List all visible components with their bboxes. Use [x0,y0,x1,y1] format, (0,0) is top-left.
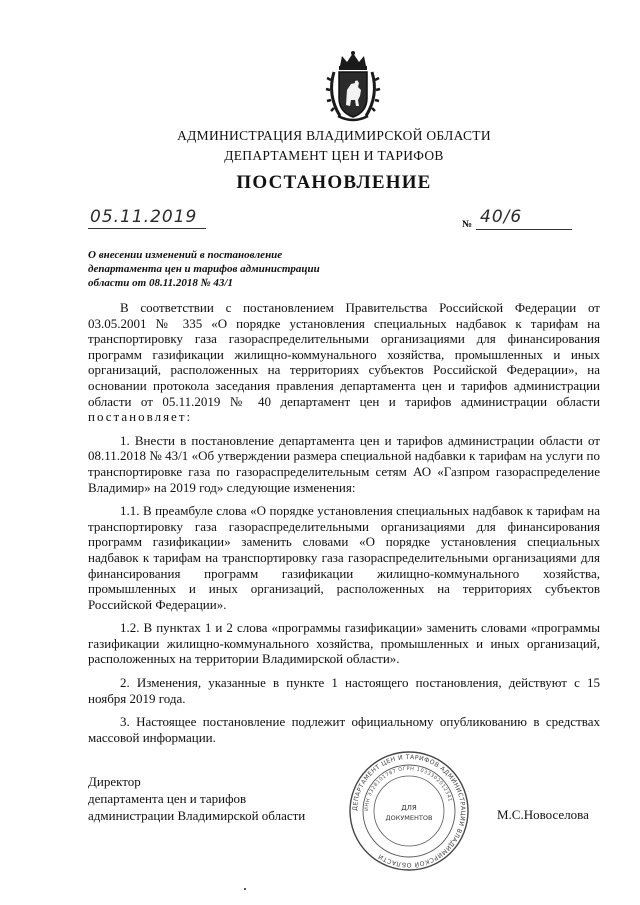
number-underline [476,229,572,230]
intro-text: В соответствии с постановлением Правительства Российской Федерации от 03.05.2001 № 335 «О порядке установления специальных надбавок к тарифам на транспортировку газа газораспределительными организациями для финансирования программ газификации жилищно-коммунального хозяйства, промышленных и иных организаций, расположенных на территориях субъектов Российской Федерации», на основании протокола заседания правления департамента цен и тарифов администрации области от 05.11.2019 № 40 департамент цен и тарифов администрации области [88,300,600,409]
number-label: № [462,219,473,230]
signatory-title [88,773,305,824]
stamp-center-line: ДОКУМЕНТОВ [385,814,433,822]
signatory-title-line: департамента цен и тарифов [88,791,247,806]
paragraph-2: 2. Изменения, указанные в пункте 1 настоящего постановления, действуют с 15 ноября 2019 года. [88,675,600,706]
official-stamp [348,750,470,872]
document-number: 40/6 [480,207,523,227]
scan-speck [244,888,246,890]
paragraph-3: 3. Настоящее постановление подлежит официальному опубликованию в средствах массовой информации. [88,714,600,745]
organization-name: АДМИНИСТРАЦИЯ ВЛАДИМИРСКОЙ ОБЛАСТИ [177,128,491,143]
subject-line: области от 08.11.2018 № 43/1 [88,277,233,289]
paragraph-1: 1. Внести в постановление департамента цен и тарифов администрации области от 08.11.2018 № 43/1 «Об утверждении размера специальной надбавки к тарифам на услуги по транспортировке газа по газораспределительным сетям АО «Газпром газораспределение Владимир» на 2019 год» следующие изменения: [88,432,600,495]
coat-of-arms-emblem [324,50,382,124]
stamp-center-line: ДЛЯ [401,804,417,812]
subject-line: департамента цен и тарифов администрации [88,263,320,275]
stamp-ring-text: ДЕПАРТАМЕНТ ЦЕН И ТАРИФОВ АДМИНИСТРАЦИИ ВЛАДИМИРСКОЙ ОБЛАСТИ [351,753,467,869]
department-name: ДЕПАРТАМЕНТ ЦЕН И ТАРИФОВ [224,148,444,163]
intro-paragraph [88,300,600,425]
document-date: 05.11.2019 [90,207,198,227]
document-body [88,300,600,753]
resolution-word: постановляет: [88,409,193,425]
subject-line: О внесении изменений в постановление [88,249,283,261]
document-subject [88,248,388,290]
stamp-inn-text: ИНН 3328101787 ОГРН 1033302012341 [363,765,453,812]
paragraph-1-2: 1.2. В пунктах 1 и 2 слова «программы газификации» заменить словами «программы газификации жилищно-коммунального хозяйства, промышленных и иных организаций, расположенных на территории Владимирской области». [88,620,600,667]
signatory-title-line: администрации Владимирской области [88,808,306,823]
signatory-name: М.С.Новоселова [497,807,589,822]
paragraph-1-1: 1.1. В преамбуле слова «О порядке установления специальных надбавок к тарифам на транспортировку газа газораспределительными организациями для финансирования программ газификации» заменить словами «О порядке установления специальных надбавок к тарифам на транспортировку газа газораспределительными организациями для финансирования программ газификации жилищно-коммунального хозяйства, промышленных и иных организаций, расположенных на территориях субъектов Российской Федерации». [88,503,600,612]
signatory-title-line: Директор [88,774,141,789]
document-type-title: ПОСТАНОВЛЕНИЕ [236,172,432,193]
date-underline [88,228,206,229]
